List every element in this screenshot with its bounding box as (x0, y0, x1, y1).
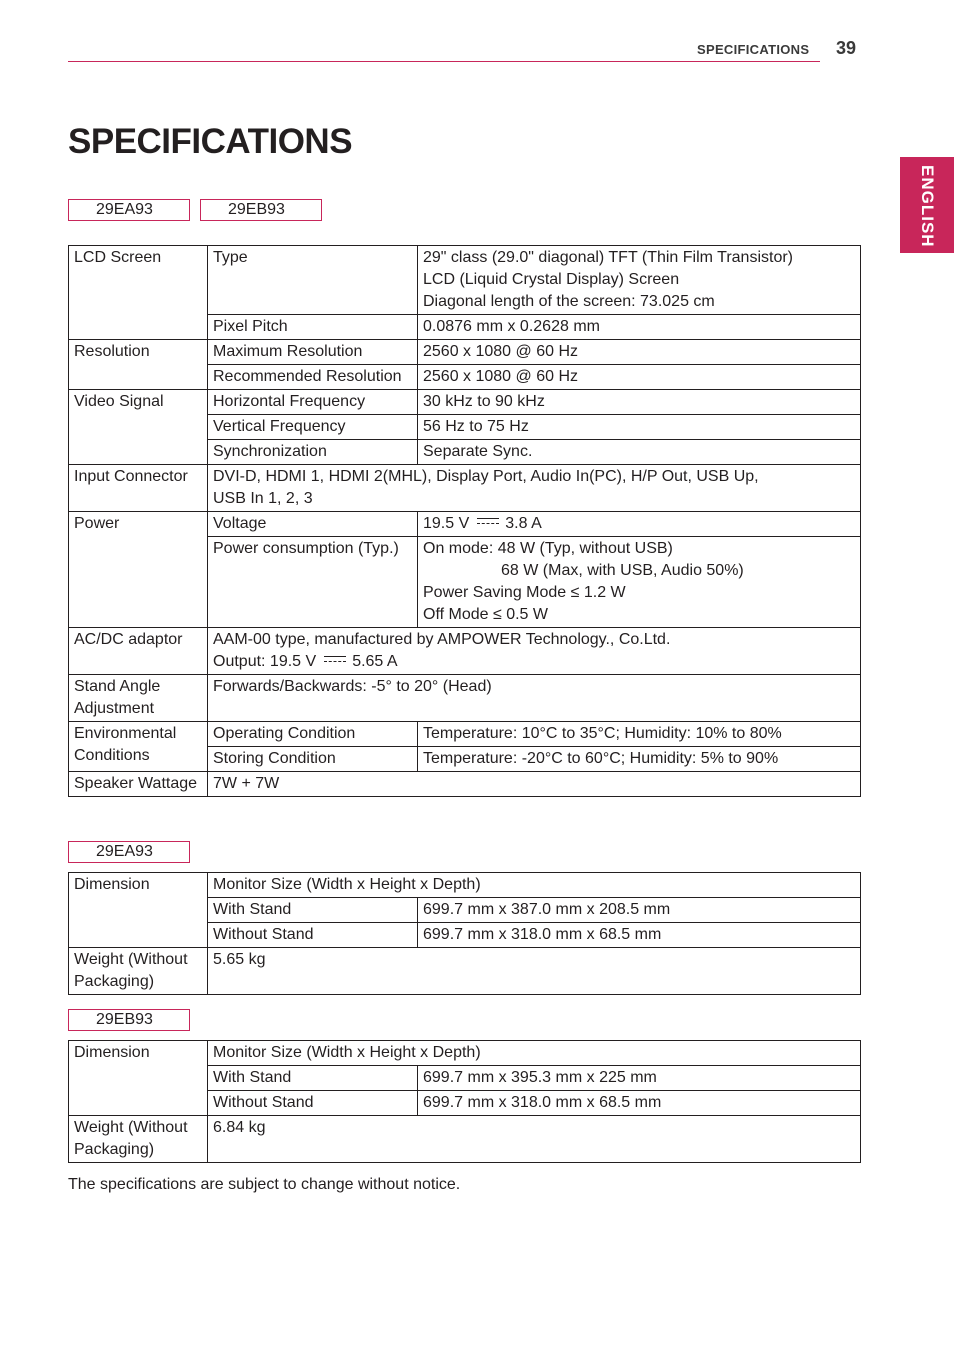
label-line: Weight (Without (74, 951, 188, 968)
row-sublabel: Without Stand (208, 923, 418, 948)
value-line: AAM-00 type, manufactured by AMPOWER Technology., Co.Ltd. (213, 631, 671, 648)
value-line: 29" class (29.0" diagonal) TFT (Thin Film Transistor) (423, 249, 793, 266)
row-sublabel: Pixel Pitch (208, 315, 418, 340)
row-value: 30 kHz to 90 kHz (418, 390, 861, 415)
row-value (208, 628, 861, 675)
value-line: DVI-D, HDMI 1, HDMI 2(MHL), Display Port, Audio In(PC), H/P Out, USB Up, (213, 468, 759, 485)
output-current: 5.65 A (352, 653, 398, 670)
dc-symbol-icon (324, 656, 346, 664)
model-tag-29ea93-dimensions: 29EA93 (68, 841, 190, 863)
page-number: 39 (836, 38, 857, 58)
row-label (69, 722, 208, 772)
label-line: Packaging) (74, 973, 155, 990)
row-value: 699.7 mm x 318.0 mm x 68.5 mm (418, 1091, 861, 1116)
dc-symbol-icon (477, 518, 499, 526)
table-row (69, 873, 861, 898)
label-line: Conditions (74, 747, 150, 764)
table-row (69, 465, 861, 512)
label-line: Stand Angle (74, 678, 161, 695)
row-value (418, 246, 861, 315)
row-sublabel: Recommended Resolution (208, 365, 418, 390)
table-row (69, 1041, 861, 1066)
table-row (69, 772, 861, 797)
value-line: Off Mode ≤ 0.5 W (423, 606, 548, 623)
row-label: Speaker Wattage (69, 772, 208, 797)
row-label: LCD Screen (69, 246, 208, 340)
running-header: SPECIFICATIONS (697, 42, 810, 57)
header-rule (68, 61, 820, 62)
row-value: Separate Sync. (418, 440, 861, 465)
row-label: Dimension (69, 873, 208, 948)
value-line: USB In 1, 2, 3 (213, 490, 313, 507)
table-row (69, 340, 861, 365)
row-value (208, 465, 861, 512)
page-title: SPECIFICATIONS (68, 122, 353, 161)
row-value: 7W + 7W (208, 772, 861, 797)
row-label (69, 675, 208, 722)
language-tab (900, 157, 954, 253)
row-value: 699.7 mm x 395.3 mm x 225 mm (418, 1066, 861, 1091)
ea-dimension-table (68, 872, 861, 995)
row-label: AC/DC adaptor (69, 628, 208, 675)
label-line: Environmental (74, 725, 177, 742)
main-spec-table (68, 245, 861, 797)
model-tag-29eb93-dimensions: 29EB93 (68, 1009, 190, 1031)
row-label (69, 1116, 208, 1163)
row-sublabel: Type (208, 246, 418, 315)
label-line: Packaging) (74, 1141, 155, 1158)
row-sublabel: Monitor Size (Width x Height x Depth) (208, 873, 861, 898)
row-sublabel: Voltage (208, 512, 418, 537)
table-row (69, 390, 861, 415)
row-label: Resolution (69, 340, 208, 390)
value-line: 68 W (Max, with USB, Audio 50%) (501, 562, 744, 579)
row-sublabel: Monitor Size (Width x Height x Depth) (208, 1041, 861, 1066)
table-row (69, 246, 861, 315)
row-sublabel: Horizontal Frequency (208, 390, 418, 415)
row-value (418, 537, 861, 628)
row-sublabel: Without Stand (208, 1091, 418, 1116)
value-line (213, 651, 855, 673)
table-row (69, 948, 861, 995)
row-sublabel: Vertical Frequency (208, 415, 418, 440)
row-label: Input Connector (69, 465, 208, 512)
table-row (69, 1116, 861, 1163)
footnote: The specifications are subject to change without notice. (68, 1176, 461, 1193)
label-line: Adjustment (74, 700, 155, 717)
row-value: 2560 x 1080 @ 60 Hz (418, 340, 861, 365)
value-line: LCD (Liquid Crystal Display) Screen (423, 271, 680, 288)
row-sublabel: Storing Condition (208, 747, 418, 772)
voltage-value: 19.5 V (423, 515, 470, 532)
row-label: Power (69, 512, 208, 628)
row-value: 0.0876 mm x 0.2628 mm (418, 315, 861, 340)
row-value: 5.65 kg (208, 948, 861, 995)
model-tag-29eb93: 29EB93 (200, 199, 322, 221)
model-tag-29ea93: 29EA93 (68, 199, 190, 221)
row-value: Forwards/Backwards: -5° to 20° (Head) (208, 675, 861, 722)
table-row (69, 675, 861, 722)
language-tab-label: ENGLISH (918, 165, 937, 248)
row-value: 2560 x 1080 @ 60 Hz (418, 365, 861, 390)
row-label: Dimension (69, 1041, 208, 1116)
row-value: 699.7 mm x 318.0 mm x 68.5 mm (418, 923, 861, 948)
current-value: 3.8 A (505, 515, 542, 532)
row-value: Temperature: -20°C to 60°C; Humidity: 5% to 90% (418, 747, 861, 772)
row-sublabel: With Stand (208, 1066, 418, 1091)
output-voltage: Output: 19.5 V (213, 653, 317, 670)
row-label: Video Signal (69, 390, 208, 465)
value-line: Diagonal length of the screen: 73.025 cm (423, 293, 715, 310)
row-sublabel: Maximum Resolution (208, 340, 418, 365)
table-row (69, 628, 861, 675)
row-value: 699.7 mm x 387.0 mm x 208.5 mm (418, 898, 861, 923)
value-line: Power Saving Mode ≤ 1.2 W (423, 584, 626, 601)
row-sublabel: Operating Condition (208, 722, 418, 747)
table-row (69, 512, 861, 537)
row-sublabel: With Stand (208, 898, 418, 923)
row-value: Temperature: 10°C to 35°C; Humidity: 10% to 80% (418, 722, 861, 747)
row-value: 56 Hz to 75 Hz (418, 415, 861, 440)
eb-dimension-table (68, 1040, 861, 1163)
row-value (418, 512, 861, 537)
label-line: Weight (Without (74, 1119, 188, 1136)
table-row (69, 722, 861, 747)
row-sublabel: Synchronization (208, 440, 418, 465)
value-line: On mode: 48 W (Typ, without USB) (423, 540, 673, 557)
row-label (69, 948, 208, 995)
row-sublabel: Power consumption (Typ.) (208, 537, 418, 628)
row-value: 6.84 kg (208, 1116, 861, 1163)
